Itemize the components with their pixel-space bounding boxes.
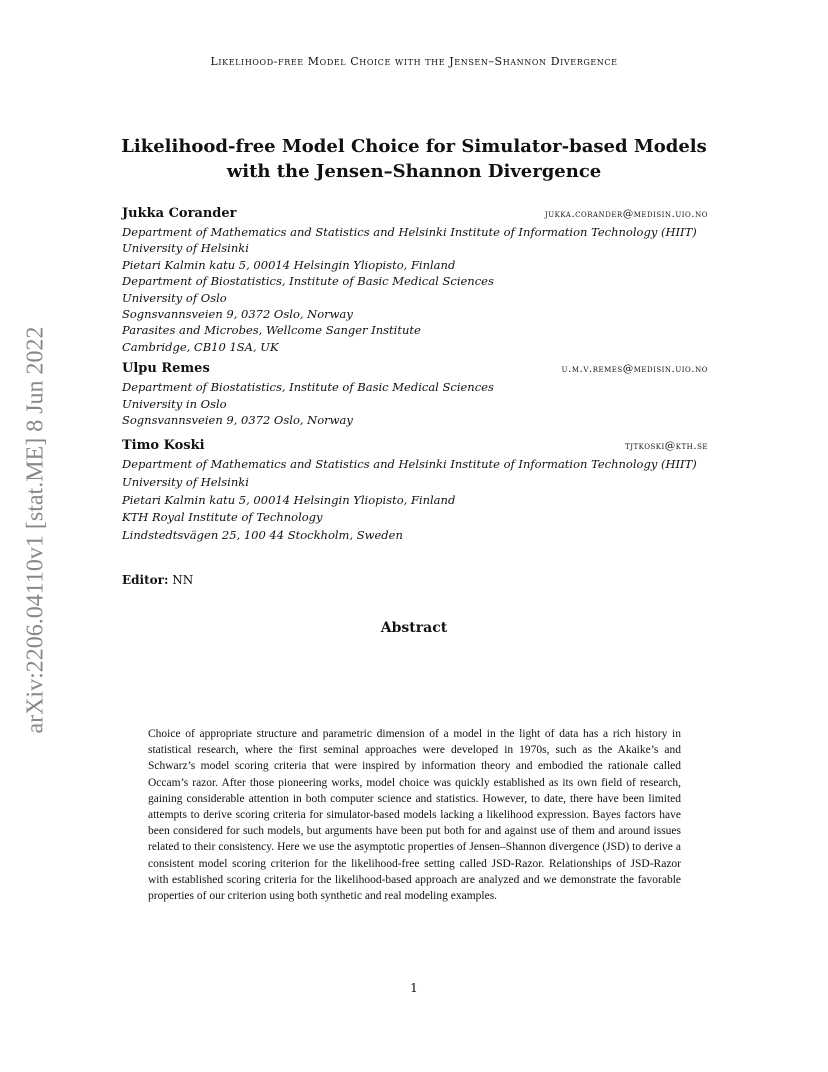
title-line-1: Likelihood-free Model Choice for Simulator-based Models <box>121 136 707 157</box>
arxiv-identifier-stamp: arXiv:2206.04110v1 [stat.ME] 8 Jun 2022 <box>22 326 49 734</box>
author-name: Timo Koski <box>122 438 205 454</box>
running-head: Likelihood-free Model Choice with the Jensen–Shannon Divergence <box>210 55 618 68</box>
affiliation-line: University of Helsinki <box>122 241 249 256</box>
affiliation-line: University of Oslo <box>122 290 227 305</box>
affiliation-line: Department of Biostatistics, Institute of Basic Medical Sciences <box>122 274 494 289</box>
editor-label: Editor: <box>122 573 169 587</box>
author-entry <box>122 206 708 355</box>
page-number: 1 <box>410 981 418 995</box>
affiliation-line: Department of Mathematics and Statistics and Helsinki Institute of Information Technology (HIIT) <box>122 457 697 472</box>
affiliation-line: Cambridge, CB10 1SA, UK <box>122 339 279 354</box>
author-email: jukka.corander@medisin.uio.no <box>544 208 708 220</box>
affiliation-line: Sognsvannsveien 9, 0372 Oslo, Norway <box>122 413 353 428</box>
affiliation-line: Department of Biostatistics, Institute of Basic Medical Sciences <box>122 380 494 395</box>
editor-value: NN <box>172 573 194 587</box>
affiliation-line: KTH Royal Institute of Technology <box>122 510 323 525</box>
title-line-2: with the Jensen–Shannon Divergence <box>226 161 602 182</box>
affiliation-line: University in Oslo <box>122 396 227 411</box>
affiliation-line: Pietari Kalmin katu 5, 00014 Helsingin Yliopisto, Finland <box>122 257 456 272</box>
abstract-text: Choice of appropriate structure and parametric dimension of a model in the light of data has a rich history in statistical research, where the first seminal approaches were developed in 1970s, such as the Akaike’s and Schwarz’s model scoring criteria that were inspired by information theory and embodied the rationale called Occam’s razor. After those pioneering works, model choice was quickly established as its own field of research, gaining considerable attention in both computer science and statistics. However, to date, there have been limited attempts to derive scoring criteria for simulator-based models lacking a likelihood expression. Bayes factors have been considered for such models, but arguments have been put both for and against use of them and around issues related to their consistency. Here we use the asymptotic properties of Jensen–Shannon divergence (JSD) to derive a consistent model scoring criterion for the likelihood-free setting called JSD-Razor. Relationships of JSD-Razor with established scoring criteria for the likelihood-based approach are analyzed and we demonstrate the favorable properties of our criterion using both synthetic and real modeling examples. <box>148 728 681 903</box>
author-entry <box>122 438 708 544</box>
paper-title <box>100 134 728 184</box>
author-name: Jukka Corander <box>122 206 237 221</box>
author-email: tjtkoski@kth.se <box>625 440 708 453</box>
author-entry <box>122 361 708 428</box>
affiliation-line: Parasites and Microbes, Wellcome Sanger Institute <box>122 323 421 338</box>
author-block <box>122 206 708 550</box>
affiliation-line: University of Helsinki <box>122 475 249 490</box>
affiliation-line: Sognsvannsveien 9, 0372 Oslo, Norway <box>122 307 353 322</box>
author-email: u.m.v.remes@medisin.uio.no <box>561 363 708 376</box>
affiliation-line: Pietari Kalmin katu 5, 00014 Helsingin Yliopisto, Finland <box>122 492 456 507</box>
affiliation-line: Department of Mathematics and Statistics and Helsinki Institute of Information Technology (HIIT) <box>122 225 697 239</box>
author-name: Ulpu Remes <box>122 361 210 377</box>
editor-line <box>122 573 193 587</box>
abstract-heading: Abstract <box>380 620 448 636</box>
affiliation-line: Lindstedtsvägen 25, 100 44 Stockholm, Sweden <box>122 527 403 542</box>
